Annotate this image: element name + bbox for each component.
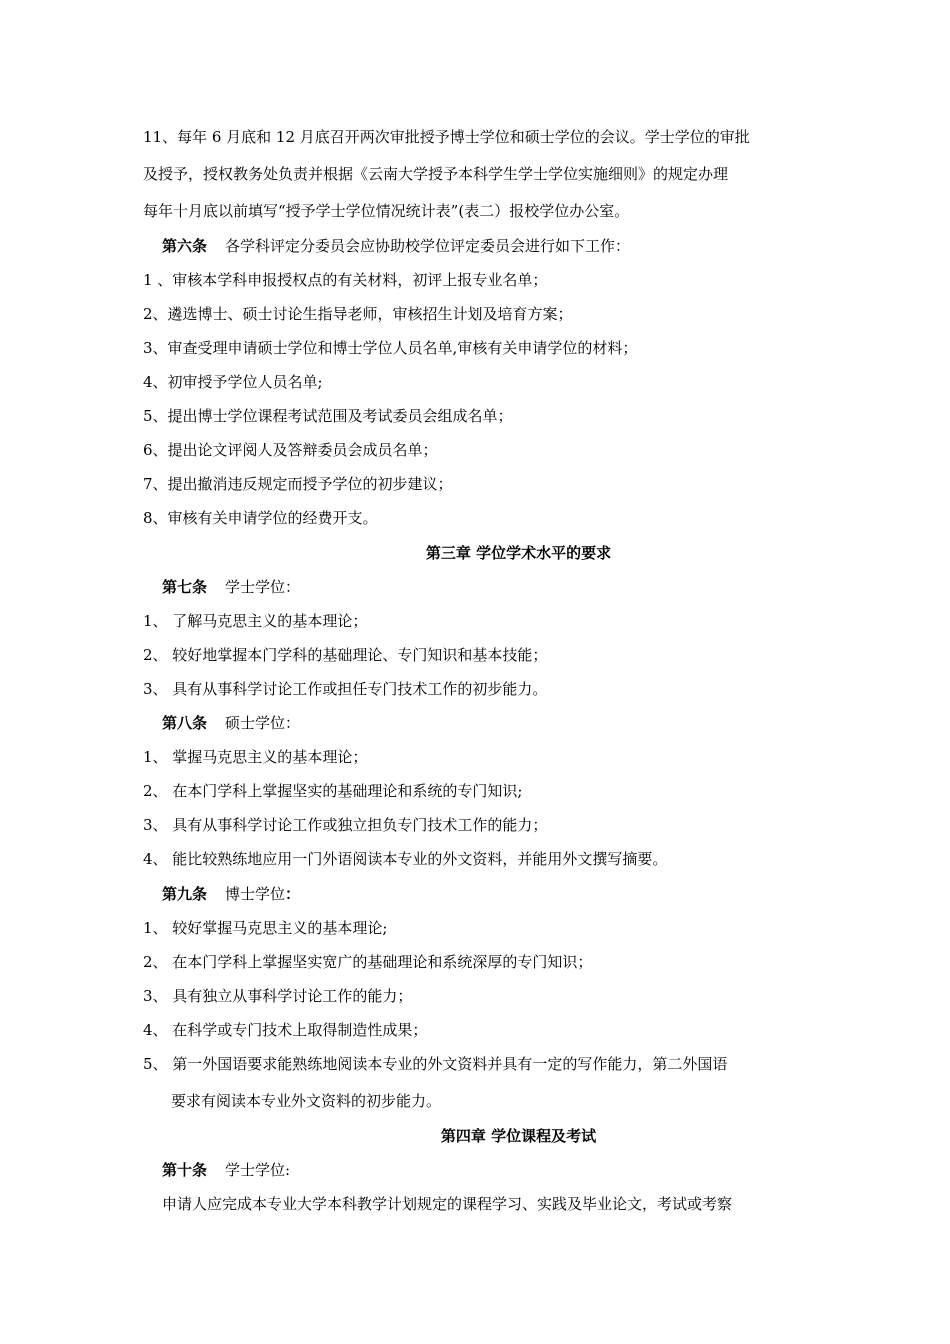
article-6-heading: 第六条 — [162, 237, 208, 255]
article-7-item: 2、 较好地掌握本门学科的基础理论、专门知识和基本技能； — [143, 646, 548, 664]
chapter-3-title: 第三章 学位学术水平的要求 — [425, 544, 612, 562]
article-9-item: 5、 第一外国语要求能熟练地阅读本专业的外文资料并具有一定的写作能力，第二外国语 — [143, 1055, 728, 1073]
paragraph-11-line-1: 11、每年 6 月底和 12 月底召开两次审批授予博士学位和硕士学位的会议。学士学位的审批 — [143, 128, 750, 146]
paragraph-11-line-2: 及授予，授权教务处负责并根据《云南大学授予本科学生学士学位实施细则》的规定办理 — [143, 165, 729, 183]
article-8-heading: 第八条 — [162, 714, 208, 732]
chapter-4-title: 第四章 学位课程及考试 — [440, 1127, 597, 1145]
paragraph-11-line-3: 每年十月底以前填写“授予学士学位情况统计表”(表二）报校学位办公室。 — [143, 202, 630, 220]
article-9-item-5-continuation: 要求有阅读本专业外文资料的初步能力。 — [171, 1092, 442, 1110]
article-7-text: 学士学位： — [225, 578, 301, 596]
article-7-heading: 第七条 — [162, 578, 208, 596]
article-7-item: 3、 具有从事科学讨论工作或担任专门技术工作的初步能力。 — [143, 680, 548, 698]
article-6-item: 5、提出博士学位课程考试范围及考试委员会组成名单； — [143, 407, 513, 425]
article-8-item: 3、 具有从事科学讨论工作或独立担负专门技术工作的能力； — [143, 816, 548, 834]
article-7 — [162, 577, 300, 597]
article-9-item: 4、 在科学或专门技术上取得制造性成果； — [143, 1021, 428, 1039]
article-10 — [162, 1160, 290, 1180]
article-6-item: 2、遴选博士、硕士讨论生指导老师，审核招生计划及培育方案； — [143, 305, 573, 323]
article-6-item: 6、提出论文评阅人及答辩委员会成员名单； — [143, 441, 438, 459]
article-10-body: 申请人应完成本专业大学本科教学计划规定的课程学习、实践及毕业论文，考试或考察 — [162, 1195, 733, 1213]
article-10-text: 学士学位: — [225, 1161, 291, 1179]
article-9-item: 2、 在本门学科上掌握坚实宽广的基础理论和系统深厚的专门知识； — [143, 953, 593, 971]
article-9-item: 3、 具有独立从事科学讨论工作的能力； — [143, 987, 413, 1005]
article-9-heading: 第九条 — [162, 885, 208, 903]
article-7-item: 1、 了解马克思主义的基本理论； — [143, 612, 368, 630]
article-9-colon: ： — [285, 885, 301, 903]
article-6-text: 各学科评定分委员会应协助校学位评定委员会进行如下工作： — [225, 237, 631, 255]
article-8-item: 4、 能比较熟练地应用一门外语阅读本专业的外文资料，并能用外文撰写摘要。 — [143, 850, 668, 868]
article-9-item: 1、 较好掌握马克思主义的基本理论; — [143, 919, 388, 937]
article-9 — [162, 884, 300, 904]
article-10-heading: 第十条 — [162, 1161, 208, 1179]
article-8-item: 1、 掌握马克思主义的基本理论； — [143, 748, 368, 766]
article-6-item: 3、审查受理申请硕士学位和博士学位人员名单,审核有关申请学位的材料； — [143, 339, 638, 357]
article-6 — [162, 236, 630, 256]
article-6-item: 1 、审核本学科申报授权点的有关材料，初评上报专业名单； — [143, 271, 548, 289]
article-8 — [162, 713, 300, 733]
article-8-item: 2、 在本门学科上掌握坚实的基础理论和系统的专门知识; — [143, 782, 523, 800]
article-6-item: 8、审核有关申请学位的经费开支。 — [143, 509, 378, 527]
article-6-item: 4、初审授予学位人员名单; — [143, 373, 323, 391]
article-9-text: 博士学位 — [225, 885, 286, 903]
article-6-item: 7、提出撤消违反规定而授予学位的初步建议； — [143, 475, 453, 493]
article-8-text: 硕士学位： — [225, 714, 301, 732]
